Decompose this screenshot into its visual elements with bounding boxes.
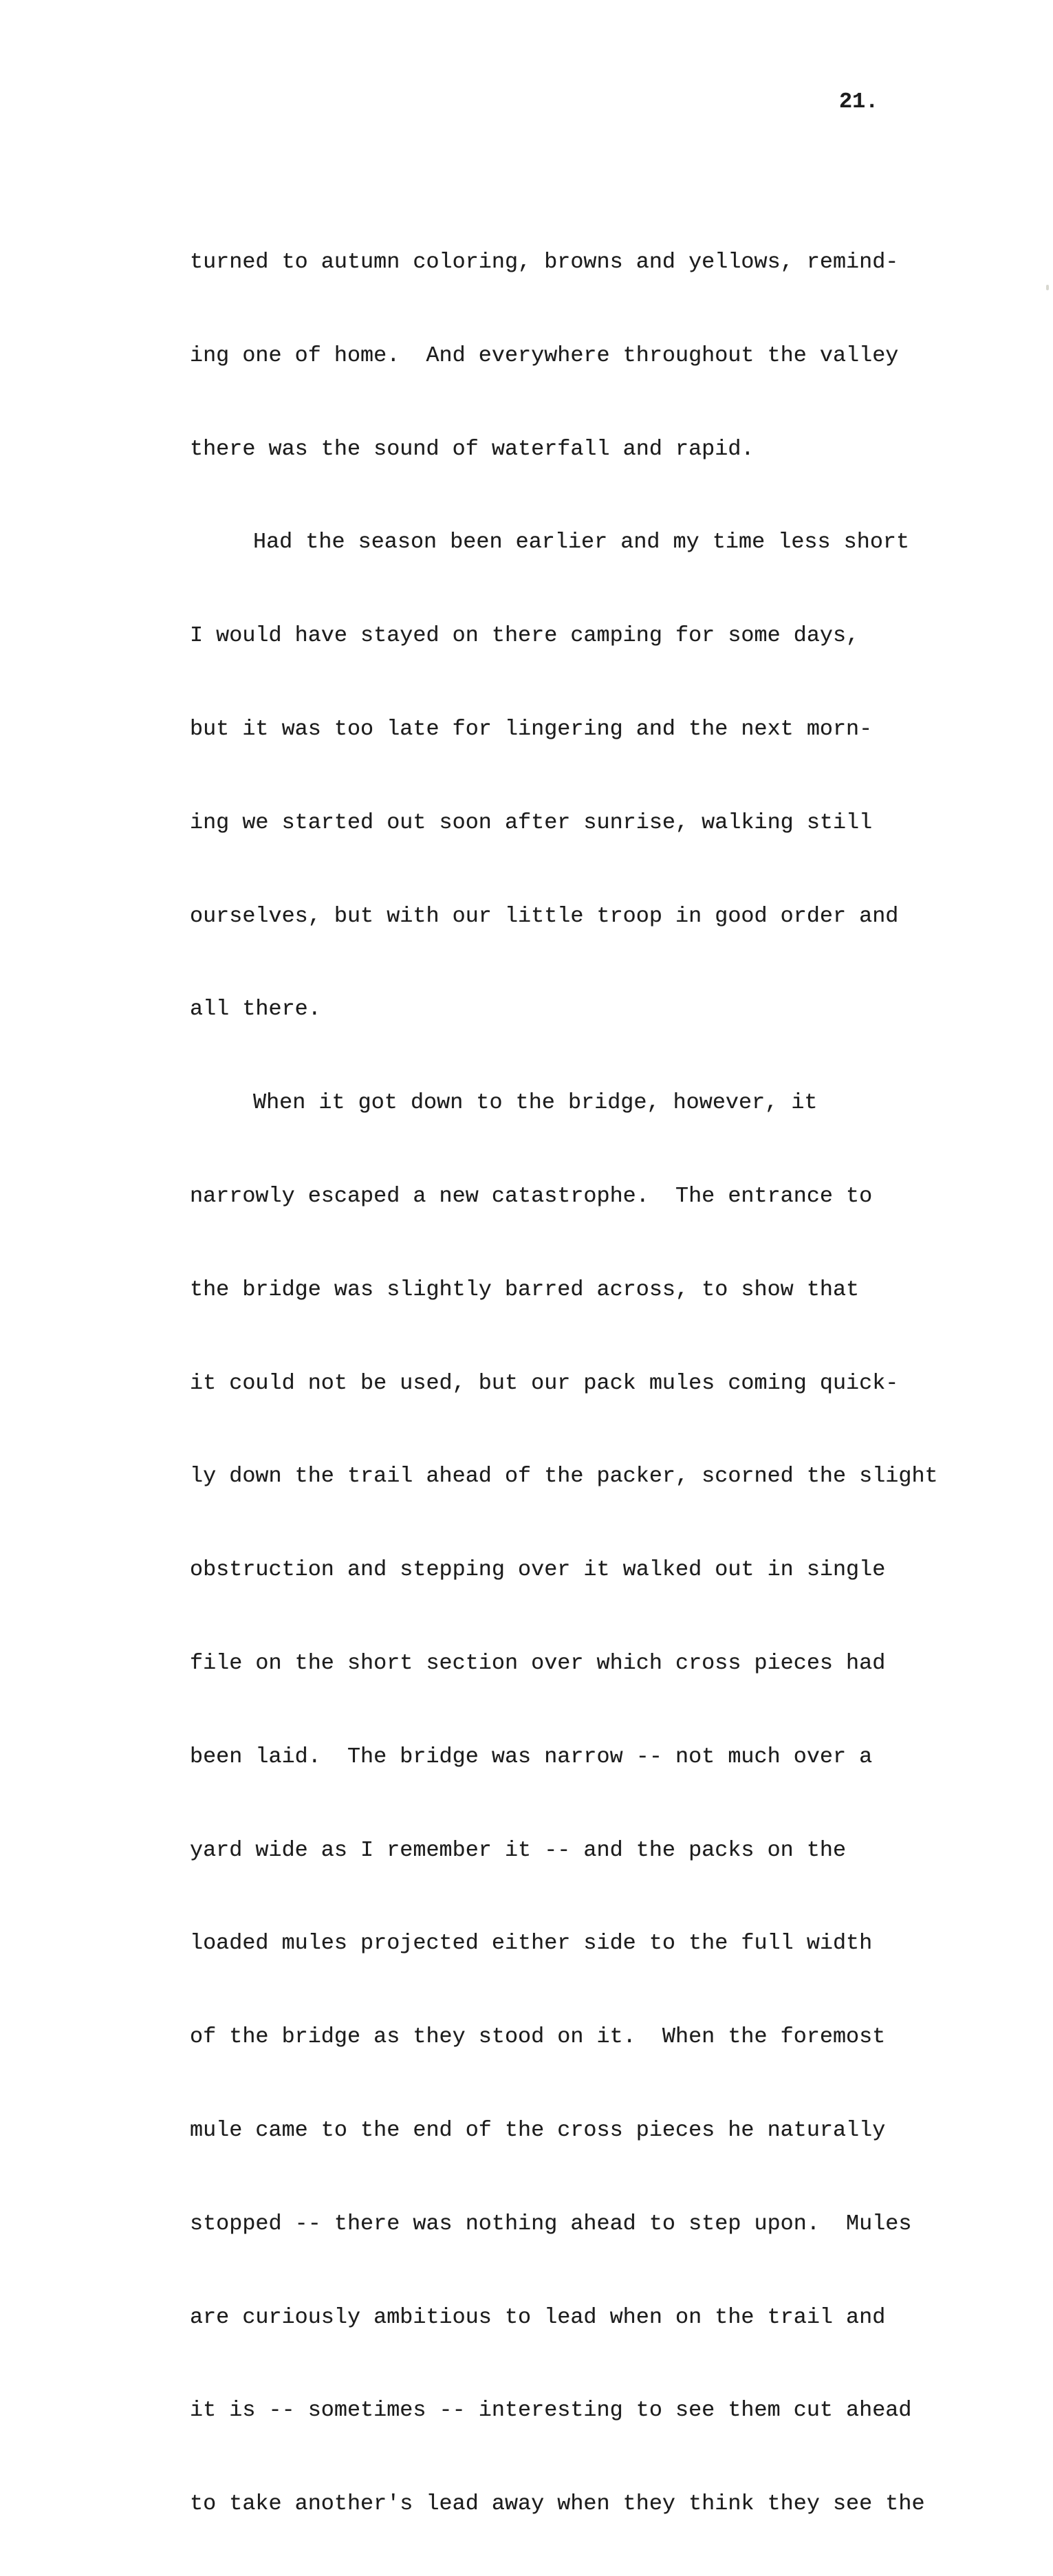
text-line: ing we started out soon after sunrise, walking still: [190, 810, 873, 835]
text-line: to take another's lead away when they think they see the: [190, 2491, 925, 2517]
text-line: of the bridge as they stood on it. When the foremost: [190, 2024, 886, 2050]
paragraph-start-line: Had the season been earlier and my time less short: [253, 530, 910, 555]
text-line: I would have stayed on there camping for some days,: [190, 623, 860, 649]
text-line: mule came to the end of the cross pieces he naturally: [190, 2117, 886, 2143]
text-line: but it was too late for lingering and the next morn-: [190, 716, 873, 742]
text-line: it could not be used, but our pack mules coming quick-: [190, 1370, 899, 1396]
text-line: yard wide as I remember it -- and the packs on the: [190, 1837, 847, 1863]
paragraph-start-line: When it got down to the bridge, however, it: [253, 1090, 818, 1116]
text-line: turned to autumn coloring, browns and yellows, remind-: [190, 250, 899, 274]
text-line: ourselves, but with our little troop in good order and: [190, 903, 899, 929]
text-line: the bridge was slightly barred across, to show that: [190, 1277, 860, 1302]
page-number: 21.: [839, 89, 879, 114]
text-line: ing one of home. And everywhere throughout the valley: [190, 343, 899, 368]
text-line: loaded mules projected either side to the full width: [190, 1931, 873, 1956]
text-line: stopped -- there was nothing ahead to step upon. Mules: [190, 2211, 912, 2236]
text-line: narrowly escaped a new catastrophe. The entrance to: [190, 1183, 873, 1209]
text-line: are curiously ambitious to lead when on the trail and: [190, 2304, 886, 2330]
text-line: been laid. The bridge was narrow -- not much over a: [190, 1744, 873, 1769]
text-line: file on the short section over which cross pieces had: [190, 1650, 886, 1676]
text-line: it is -- sometimes -- interesting to see them cut ahead: [190, 2398, 912, 2423]
text-line: obstruction and stepping over it walked out in single: [190, 1557, 886, 1583]
text-line: there was the sound of waterfall and rapid.: [190, 436, 755, 462]
text-line: all there.: [190, 997, 321, 1022]
body-text: [190, 191, 981, 2576]
text-line: ly down the trail ahead of the packer, scorned the slight: [190, 1464, 938, 1489]
scan-speck: [1046, 285, 1049, 290]
